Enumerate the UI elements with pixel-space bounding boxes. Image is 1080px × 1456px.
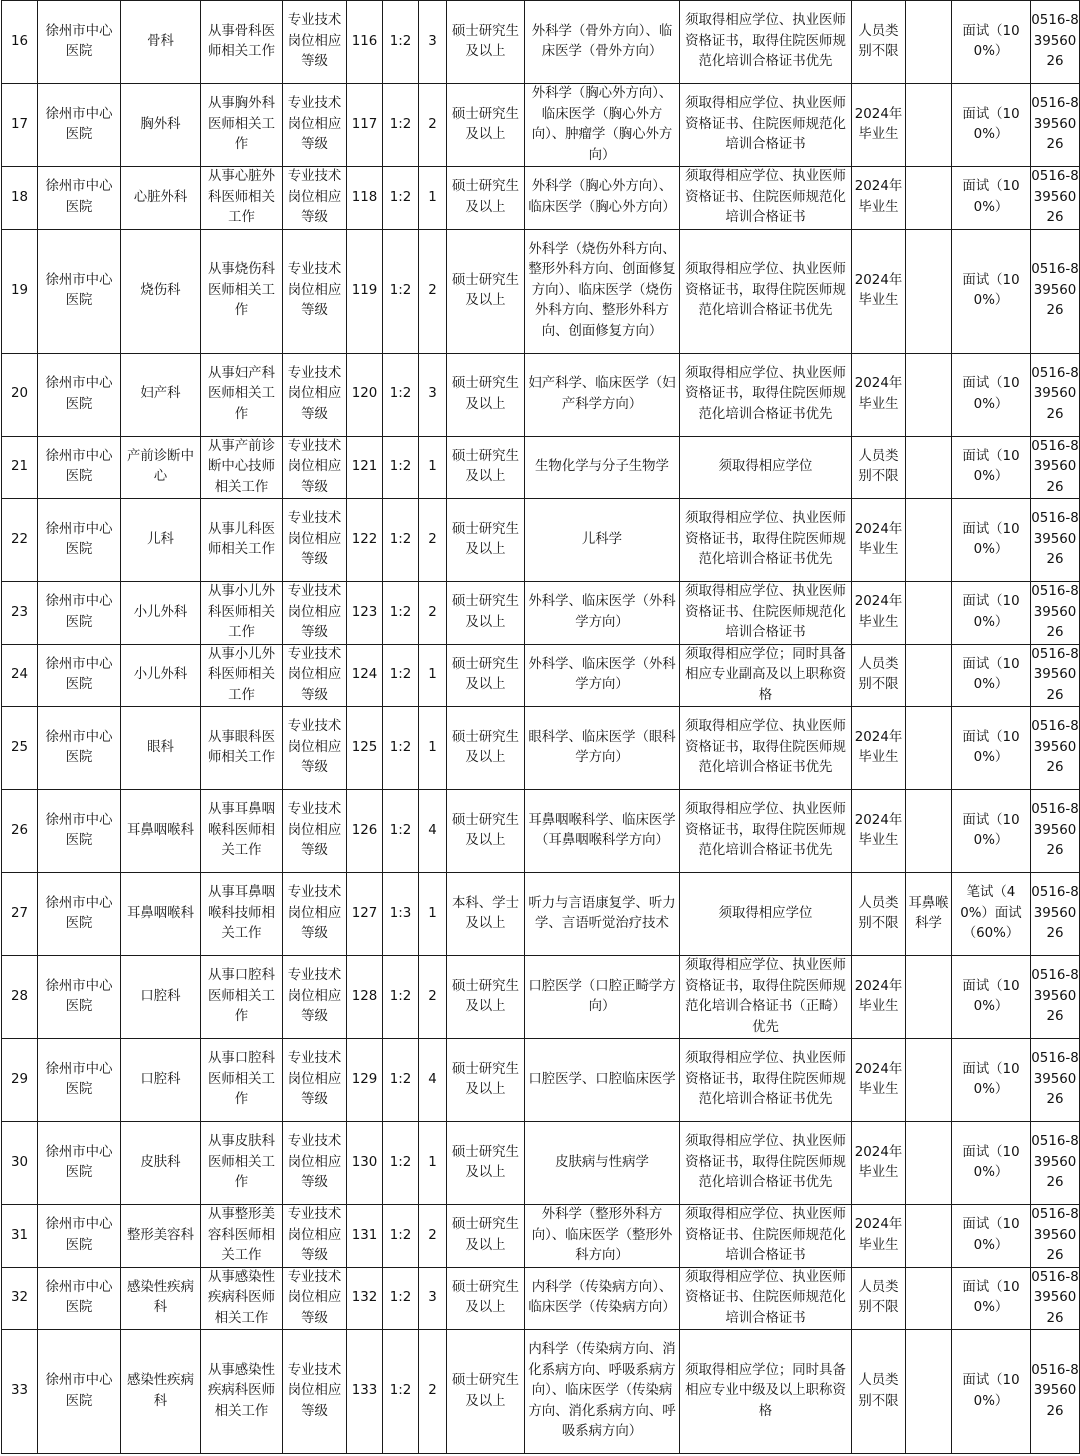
other-requirements: 须取得相应学位；同时具备相应专业副高及以上职称资格 [680,644,852,707]
hiring-unit: 徐州市中心医院 [38,1267,121,1330]
contact-phone: 0516-83956026 [1031,229,1080,353]
exam-subject [906,436,952,499]
position-code: 120 [347,353,383,436]
hiring-count: 1 [419,436,447,499]
row-number: 32 [2,1267,38,1330]
recruitment-table [1,0,1080,1454]
exam-ratio: 1:2 [383,644,419,707]
exam-subject [906,1267,952,1330]
hiring-unit: 徐州市中心医院 [38,499,121,582]
education-requirement: 硕士研究生及以上 [447,1330,525,1454]
position-type: 专业技术岗位相应等级 [283,84,347,167]
table-row [2,582,1080,645]
department: 感染性疾病科 [121,1330,201,1454]
department: 儿科 [121,499,201,582]
position-type: 专业技术岗位相应等级 [283,790,347,873]
position-code: 124 [347,644,383,707]
department: 整形美容科 [121,1205,201,1268]
applicant-category: 人员类别不限 [852,1,906,84]
contact-phone: 0516-83956026 [1031,790,1080,873]
other-requirements: 须取得相应学位 [680,436,852,499]
department: 皮肤科 [121,1122,201,1205]
exam-method: 面试（100%） [952,1122,1031,1205]
major-requirement: 外科学、临床医学（外科学方向） [525,644,680,707]
major-requirement: 皮肤病与性病学 [525,1122,680,1205]
table-row [2,353,1080,436]
other-requirements: 须取得相应学位；同时具备相应专业中级及以上职称资格 [680,1330,852,1454]
applicant-category: 2024年毕业生 [852,1039,906,1122]
applicant-category: 2024年毕业生 [852,790,906,873]
position-code: 127 [347,873,383,956]
position-code: 128 [347,956,383,1039]
major-requirement: 外科学、临床医学（外科学方向） [525,582,680,645]
applicant-category: 2024年毕业生 [852,84,906,167]
exam-method: 面试（100%） [952,1,1031,84]
position-code: 131 [347,1205,383,1268]
department: 骨科 [121,1,201,84]
row-number: 26 [2,790,38,873]
position-code: 122 [347,499,383,582]
applicant-category: 人员类别不限 [852,644,906,707]
department: 胸外科 [121,84,201,167]
major-requirement: 口腔医学（口腔正畸学方向） [525,956,680,1039]
applicant-category: 2024年毕业生 [852,167,906,230]
position-code: 133 [347,1330,383,1454]
other-requirements: 须取得相应学位、执业医师资格证书、住院医师规范化培训合格证书 [680,582,852,645]
row-number: 20 [2,353,38,436]
hiring-count: 1 [419,873,447,956]
other-requirements: 须取得相应学位、执业医师资格证书，取得住院医师规范化培训合格证书优先 [680,1039,852,1122]
job-description: 从事烧伤科医师相关工作 [201,229,283,353]
hiring-unit: 徐州市中心医院 [38,229,121,353]
contact-phone: 0516-83956026 [1031,1205,1080,1268]
position-code: 123 [347,582,383,645]
row-number: 29 [2,1039,38,1122]
position-type: 专业技术岗位相应等级 [283,1330,347,1454]
education-requirement: 硕士研究生及以上 [447,790,525,873]
row-number: 31 [2,1205,38,1268]
contact-phone: 0516-83956026 [1031,707,1080,790]
education-requirement: 硕士研究生及以上 [447,1122,525,1205]
exam-method: 面试（100%） [952,582,1031,645]
hiring-count: 2 [419,499,447,582]
contact-phone: 0516-83956026 [1031,1039,1080,1122]
contact-phone: 0516-83956026 [1031,582,1080,645]
job-description: 从事感染性疾病科医师相关工作 [201,1330,283,1454]
exam-subject [906,1205,952,1268]
applicant-category: 2024年毕业生 [852,582,906,645]
exam-method: 面试（100%） [952,84,1031,167]
education-requirement: 硕士研究生及以上 [447,1267,525,1330]
table-row [2,1267,1080,1330]
exam-method: 面试（100%） [952,1330,1031,1454]
exam-method: 面试（100%） [952,353,1031,436]
exam-ratio: 1:2 [383,1122,419,1205]
row-number: 28 [2,956,38,1039]
exam-method: 面试（100%） [952,436,1031,499]
position-code: 117 [347,84,383,167]
exam-subject [906,956,952,1039]
row-number: 18 [2,167,38,230]
other-requirements: 须取得相应学位、执业医师资格证书、住院医师规范化培训合格证书 [680,167,852,230]
hiring-unit: 徐州市中心医院 [38,84,121,167]
exam-ratio: 1:2 [383,229,419,353]
row-number: 17 [2,84,38,167]
major-requirement: 外科学（整形外科方向）、临床医学（整形外科方向） [525,1205,680,1268]
hiring-count: 3 [419,1267,447,1330]
table-row [2,644,1080,707]
department: 妇产科 [121,353,201,436]
exam-ratio: 1:2 [383,1267,419,1330]
department: 产前诊断中心 [121,436,201,499]
other-requirements: 须取得相应学位 [680,873,852,956]
position-code: 130 [347,1122,383,1205]
education-requirement: 硕士研究生及以上 [447,353,525,436]
contact-phone: 0516-83956026 [1031,1122,1080,1205]
job-description: 从事整形美容科医师相关工作 [201,1205,283,1268]
applicant-category: 2024年毕业生 [852,1205,906,1268]
table-row [2,956,1080,1039]
contact-phone: 0516-83956026 [1031,84,1080,167]
table-row [2,707,1080,790]
exam-method: 面试（100%） [952,644,1031,707]
education-requirement: 本科、学士及以上 [447,873,525,956]
exam-method: 面试（100%） [952,1205,1031,1268]
hiring-unit: 徐州市中心医院 [38,790,121,873]
exam-subject [906,1039,952,1122]
hiring-count: 2 [419,1205,447,1268]
contact-phone: 0516-83956026 [1031,167,1080,230]
hiring-unit: 徐州市中心医院 [38,353,121,436]
contact-phone: 0516-83956026 [1031,956,1080,1039]
education-requirement: 硕士研究生及以上 [447,84,525,167]
exam-method: 面试（100%） [952,1039,1031,1122]
hiring-count: 4 [419,790,447,873]
hiring-unit: 徐州市中心医院 [38,167,121,230]
exam-subject [906,1122,952,1205]
hiring-count: 1 [419,644,447,707]
row-number: 23 [2,582,38,645]
exam-method: 面试（100%） [952,790,1031,873]
position-code: 119 [347,229,383,353]
row-number: 22 [2,499,38,582]
contact-phone: 0516-83956026 [1031,873,1080,956]
job-description: 从事胸外科医师相关工作 [201,84,283,167]
row-number: 30 [2,1122,38,1205]
job-description: 从事口腔科医师相关工作 [201,956,283,1039]
job-description: 从事耳鼻咽喉科技师相关工作 [201,873,283,956]
exam-method: 面试（100%） [952,956,1031,1039]
other-requirements: 须取得相应学位、执业医师资格证书，取得住院医师规范化培训合格证书优先 [680,790,852,873]
hiring-unit: 徐州市中心医院 [38,1,121,84]
exam-ratio: 1:2 [383,956,419,1039]
exam-ratio: 1:3 [383,873,419,956]
hiring-unit: 徐州市中心医院 [38,956,121,1039]
major-requirement: 内科学（传染病方向、消化系病方向、呼吸系病方向）、临床医学（传染病方向、消化系病方向、呼吸系病方向） [525,1330,680,1454]
applicant-category: 人员类别不限 [852,436,906,499]
other-requirements: 须取得相应学位、执业医师资格证书，取得住院医师规范化培训合格证书优先 [680,1,852,84]
hiring-count: 1 [419,1122,447,1205]
position-code: 126 [347,790,383,873]
job-description: 从事口腔科医师相关工作 [201,1039,283,1122]
applicant-category: 2024年毕业生 [852,707,906,790]
exam-subject [906,1330,952,1454]
hiring-count: 4 [419,1039,447,1122]
other-requirements: 须取得相应学位、执业医师资格证书、住院医师规范化培训合格证书 [680,84,852,167]
major-requirement: 外科学（胸心外方向）、临床医学（胸心外方向）、肿瘤学（胸心外方向） [525,84,680,167]
table-row [2,84,1080,167]
table-row [2,790,1080,873]
applicant-category: 2024年毕业生 [852,229,906,353]
hiring-unit: 徐州市中心医院 [38,436,121,499]
department: 耳鼻咽喉科 [121,873,201,956]
position-type: 专业技术岗位相应等级 [283,229,347,353]
position-type: 专业技术岗位相应等级 [283,707,347,790]
job-description: 从事小儿外科医师相关工作 [201,582,283,645]
exam-subject [906,499,952,582]
position-type: 专业技术岗位相应等级 [283,644,347,707]
row-number: 33 [2,1330,38,1454]
applicant-category: 2024年毕业生 [852,956,906,1039]
hiring-count: 3 [419,1,447,84]
position-type: 专业技术岗位相应等级 [283,1267,347,1330]
applicant-category: 2024年毕业生 [852,1122,906,1205]
education-requirement: 硕士研究生及以上 [447,582,525,645]
row-number: 16 [2,1,38,84]
table-row [2,499,1080,582]
row-number: 21 [2,436,38,499]
exam-subject: 耳鼻喉科学 [906,873,952,956]
hiring-unit: 徐州市中心医院 [38,1039,121,1122]
major-requirement: 听力与言语康复学、听力学、言语听觉治疗技术 [525,873,680,956]
major-requirement: 妇产科学、临床医学（妇产科学方向） [525,353,680,436]
job-description: 从事产前诊断中心技师相关工作 [201,436,283,499]
exam-subject [906,790,952,873]
applicant-category: 2024年毕业生 [852,499,906,582]
exam-subject [906,353,952,436]
hiring-unit: 徐州市中心医院 [38,707,121,790]
other-requirements: 须取得相应学位、执业医师资格证书，取得住院医师规范化培训合格证书优先 [680,707,852,790]
other-requirements: 须取得相应学位、执业医师资格证书，取得住院医师规范化培训合格证书优先 [680,1122,852,1205]
position-code: 121 [347,436,383,499]
position-type: 专业技术岗位相应等级 [283,1039,347,1122]
position-type: 专业技术岗位相应等级 [283,1,347,84]
education-requirement: 硕士研究生及以上 [447,1205,525,1268]
department: 眼科 [121,707,201,790]
table-row [2,1205,1080,1268]
hiring-count: 1 [419,167,447,230]
major-requirement: 外科学（烧伤外科方向、整形外科方向、创面修复方向）、临床医学（烧伤外科方向、整形外科方向、创面修复方向） [525,229,680,353]
exam-method: 面试（100%） [952,707,1031,790]
hiring-unit: 徐州市中心医院 [38,582,121,645]
exam-ratio: 1:2 [383,499,419,582]
table-row [2,167,1080,230]
major-requirement: 口腔医学、口腔临床医学 [525,1039,680,1122]
contact-phone: 0516-83956026 [1031,1330,1080,1454]
position-type: 专业技术岗位相应等级 [283,1122,347,1205]
exam-ratio: 1:2 [383,1,419,84]
major-requirement: 儿科学 [525,499,680,582]
exam-ratio: 1:2 [383,790,419,873]
applicant-category: 人员类别不限 [852,873,906,956]
job-description: 从事心脏外科医师相关工作 [201,167,283,230]
education-requirement: 硕士研究生及以上 [447,436,525,499]
exam-ratio: 1:2 [383,167,419,230]
job-description: 从事皮肤科医师相关工作 [201,1122,283,1205]
contact-phone: 0516-83956026 [1031,436,1080,499]
position-type: 专业技术岗位相应等级 [283,873,347,956]
exam-method: 面试（100%） [952,167,1031,230]
other-requirements: 须取得相应学位、执业医师资格证书，取得住院医师规范化培训合格证书优先 [680,499,852,582]
exam-ratio: 1:2 [383,436,419,499]
job-description: 从事骨科医师相关工作 [201,1,283,84]
position-type: 专业技术岗位相应等级 [283,167,347,230]
department: 小儿外科 [121,582,201,645]
applicant-category: 2024年毕业生 [852,353,906,436]
contact-phone: 0516-83956026 [1031,1267,1080,1330]
major-requirement: 生物化学与分子生物学 [525,436,680,499]
hiring-unit: 徐州市中心医院 [38,1122,121,1205]
hiring-count: 2 [419,956,447,1039]
row-number: 25 [2,707,38,790]
hiring-count: 1 [419,707,447,790]
education-requirement: 硕士研究生及以上 [447,229,525,353]
table-row [2,1330,1080,1454]
position-type: 专业技术岗位相应等级 [283,353,347,436]
exam-subject [906,84,952,167]
contact-phone: 0516-83956026 [1031,644,1080,707]
major-requirement: 耳鼻咽喉科学、临床医学（耳鼻咽喉科学方向） [525,790,680,873]
exam-ratio: 1:2 [383,1330,419,1454]
department: 心脏外科 [121,167,201,230]
job-description: 从事儿科医师相关工作 [201,499,283,582]
applicant-category: 人员类别不限 [852,1267,906,1330]
exam-method: 面试（100%） [952,229,1031,353]
job-description: 从事小儿外科医师相关工作 [201,644,283,707]
exam-ratio: 1:2 [383,1039,419,1122]
table-row [2,1039,1080,1122]
row-number: 27 [2,873,38,956]
job-description: 从事妇产科医师相关工作 [201,353,283,436]
exam-subject [906,229,952,353]
hiring-unit: 徐州市中心医院 [38,1205,121,1268]
contact-phone: 0516-83956026 [1031,499,1080,582]
job-description: 从事眼科医师相关工作 [201,707,283,790]
hiring-count: 2 [419,1330,447,1454]
education-requirement: 硕士研究生及以上 [447,499,525,582]
exam-ratio: 1:2 [383,353,419,436]
exam-ratio: 1:2 [383,1205,419,1268]
position-type: 专业技术岗位相应等级 [283,1205,347,1268]
exam-method: 笔试（40%）面试（60%） [952,873,1031,956]
education-requirement: 硕士研究生及以上 [447,1039,525,1122]
contact-phone: 0516-83956026 [1031,1,1080,84]
applicant-category: 人员类别不限 [852,1330,906,1454]
table-body [2,1,1080,1454]
position-type: 专业技术岗位相应等级 [283,956,347,1039]
hiring-unit: 徐州市中心医院 [38,644,121,707]
row-number: 19 [2,229,38,353]
department: 小儿外科 [121,644,201,707]
job-description: 从事感染性疾病科医师相关工作 [201,1267,283,1330]
job-description: 从事耳鼻咽喉科医师相关工作 [201,790,283,873]
department: 口腔科 [121,1039,201,1122]
exam-ratio: 1:2 [383,582,419,645]
education-requirement: 硕士研究生及以上 [447,644,525,707]
education-requirement: 硕士研究生及以上 [447,956,525,1039]
contact-phone: 0516-83956026 [1031,353,1080,436]
position-type: 专业技术岗位相应等级 [283,499,347,582]
other-requirements: 须取得相应学位、执业医师资格证书、住院医师规范化培训合格证书 [680,1205,852,1268]
exam-ratio: 1:2 [383,84,419,167]
exam-ratio: 1:2 [383,707,419,790]
position-code: 125 [347,707,383,790]
exam-subject [906,167,952,230]
major-requirement: 眼科学、临床医学（眼科学方向） [525,707,680,790]
table-row [2,1122,1080,1205]
hiring-unit: 徐州市中心医院 [38,1330,121,1454]
hiring-count: 2 [419,582,447,645]
table-row [2,873,1080,956]
major-requirement: 外科学（胸心外方向）、临床医学（胸心外方向） [525,167,680,230]
exam-subject [906,1,952,84]
other-requirements: 须取得相应学位、执业医师资格证书、住院医师规范化培训合格证书 [680,1267,852,1330]
department: 烧伤科 [121,229,201,353]
hiring-count: 2 [419,84,447,167]
other-requirements: 须取得相应学位、执业医师资格证书，取得住院医师规范化培训合格证书优先 [680,229,852,353]
table-row [2,1,1080,84]
hiring-count: 2 [419,229,447,353]
education-requirement: 硕士研究生及以上 [447,167,525,230]
major-requirement: 内科学（传染病方向）、临床医学（传染病方向） [525,1267,680,1330]
major-requirement: 外科学（骨外方向）、临床医学（骨外方向） [525,1,680,84]
department: 感染性疾病科 [121,1267,201,1330]
other-requirements: 须取得相应学位、执业医师资格证书，取得住院医师规范化培训合格证书（正畸）优先 [680,956,852,1039]
exam-method: 面试（100%） [952,1267,1031,1330]
education-requirement: 硕士研究生及以上 [447,1,525,84]
education-requirement: 硕士研究生及以上 [447,707,525,790]
department: 口腔科 [121,956,201,1039]
position-type: 专业技术岗位相应等级 [283,582,347,645]
exam-subject [906,707,952,790]
exam-method: 面试（100%） [952,499,1031,582]
table-row [2,436,1080,499]
position-code: 116 [347,1,383,84]
exam-subject [906,582,952,645]
position-code: 129 [347,1039,383,1122]
hiring-count: 3 [419,353,447,436]
row-number: 24 [2,644,38,707]
position-code: 118 [347,167,383,230]
other-requirements: 须取得相应学位、执业医师资格证书，取得住院医师规范化培训合格证书优先 [680,353,852,436]
exam-subject [906,644,952,707]
position-code: 132 [347,1267,383,1330]
department: 耳鼻咽喉科 [121,790,201,873]
hiring-unit: 徐州市中心医院 [38,873,121,956]
position-type: 专业技术岗位相应等级 [283,436,347,499]
table-row [2,229,1080,353]
